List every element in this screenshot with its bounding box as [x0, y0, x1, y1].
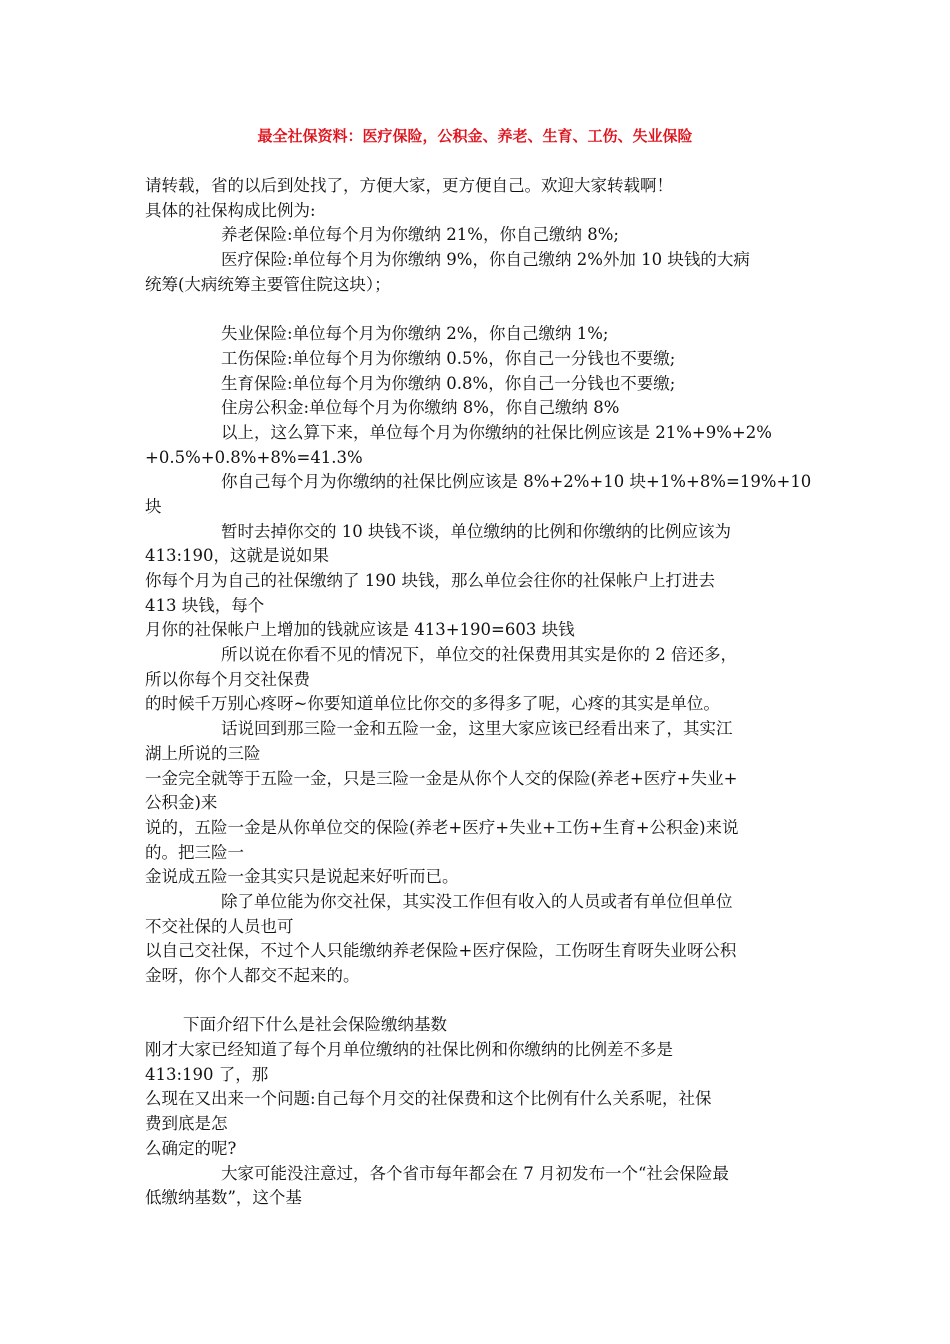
text-line: 所以说在你看不见的情况下，单位交的社保费用其实是你的 2 倍还多， [221, 645, 737, 665]
text-line: 大家可能没注意过，各个省市每年都会在 7 月初发布一个“社会保险最 [221, 1163, 729, 1183]
text-line: 湖上所说的三险 [145, 743, 261, 763]
text-line: 失业保险:单位每个月为你缴纳 2%，你自己缴纳 1%; [221, 324, 609, 344]
text-line: 金呀，你个人都交不起来的。 [145, 966, 360, 985]
text-line: 工伤保险:单位每个月为你缴纳 0.5%，你自己一分钱也不要缴; [221, 348, 676, 368]
text-line: 养老保险:单位每个月为你缴纳 21%，你自己缴纳 8%; [221, 225, 619, 245]
text-line: 么确定的呢? [145, 1138, 237, 1158]
text-line: 公积金)来 [145, 793, 218, 813]
text-line: 你每个月为自己的社保缴纳了 190 块钱，那么单位会往你的社保帐户上打进去 [145, 571, 715, 590]
text-line: 413 块钱，每个 [145, 595, 265, 615]
text-line: 费到底是怎 [145, 1114, 228, 1134]
text-line: 的。把三险一 [145, 842, 244, 862]
text-line: 以自己交社保，不过个人只能缴纳养老保险+医疗保险，工伤呀生育呀失业呀公积 [145, 941, 737, 961]
text-line: 话说回到那三险一金和五险一金，这里大家应该已经看出来了，其实江 [221, 719, 733, 739]
text-line: 低缴纳基数”，这个基 [145, 1188, 302, 1208]
text-line: 除了单位能为你交社保，其实没工作但有收入的人员或者有单位但单位 [221, 891, 733, 911]
text-line: 一金完全就等于五险一金，只是三险一金是从你个人交的保险(养老+医疗+失业+ [145, 768, 738, 788]
text-line: 的时候千万别心疼呀~你要知道单位比你交的多得多了呢，心疼的其实是单位。 [145, 694, 720, 714]
document-title: 最全社保资料：医疗保险，公积金、养老、生育、工伤、失业保险 [257, 127, 693, 145]
text-line: 所以你每个月交社保费 [145, 669, 310, 689]
text-line: 医疗保险:单位每个月为你缴纳 9%，你自己缴纳 2%外加 10 块钱的大病 [221, 250, 750, 270]
text-line: 块 [145, 496, 162, 516]
text-line: 统筹(大病统筹主要管住院这块）； [145, 274, 391, 294]
text-line: 下面介绍下什么是社会保险缴纳基数 [183, 1015, 447, 1035]
text-line: 你自己每个月为你缴纳的社保比例应该是 8%+2%+10 块+1%+8%=19%+10 [221, 472, 812, 492]
text-line: 刚才大家已经知道了每个月单位缴纳的社保比例和你缴纳的比例差不多是 [145, 1040, 673, 1060]
text-line: 413:190 了，那 [145, 1064, 269, 1084]
text-line: 以上，这么算下来，单位每个月为你缴纳的社保比例应该是 21%+9%+2% [221, 422, 772, 442]
document-body [145, 174, 812, 1211]
text-line: 说的，五险一金是从你单位交的保险(养老+医疗+失业+工伤+生育+公积金)来说 [145, 817, 739, 837]
text-line: 暂时去掉你交的 10 块钱不谈，单位缴纳的比例和你缴纳的比例应该为 [221, 521, 731, 541]
text-line: +0.5%+0.8%+8%=41.3% [145, 447, 363, 467]
text-line: 月你的社保帐户上增加的钱就应该是 413+190=603 块钱 [145, 620, 575, 640]
text-line: 生育保险:单位每个月为你缴纳 0.8%，你自己一分钱也不要缴; [221, 373, 676, 393]
text-line: 请转载，省的以后到处找了，方便大家，更方便自己。欢迎大家转载啊！ [145, 176, 673, 195]
text-line: 金说成五险一金其实只是说起来好听而已。 [145, 867, 459, 887]
text-line: 住房公积金:单位每个月为你缴纳 8%，你自己缴纳 8% [221, 398, 620, 418]
blank-line [145, 297, 805, 322]
blank-line [145, 989, 805, 1014]
text-line: 么现在又出来一个问题:自己每个月交的社保费和这个比例有什么关系呢，社保 [145, 1089, 712, 1109]
text-line: 不交社保的人员也可 [145, 916, 294, 936]
text-line: 具体的社保构成比例为: [145, 200, 316, 220]
text-line: 413:190，这就是说如果 [145, 546, 330, 566]
